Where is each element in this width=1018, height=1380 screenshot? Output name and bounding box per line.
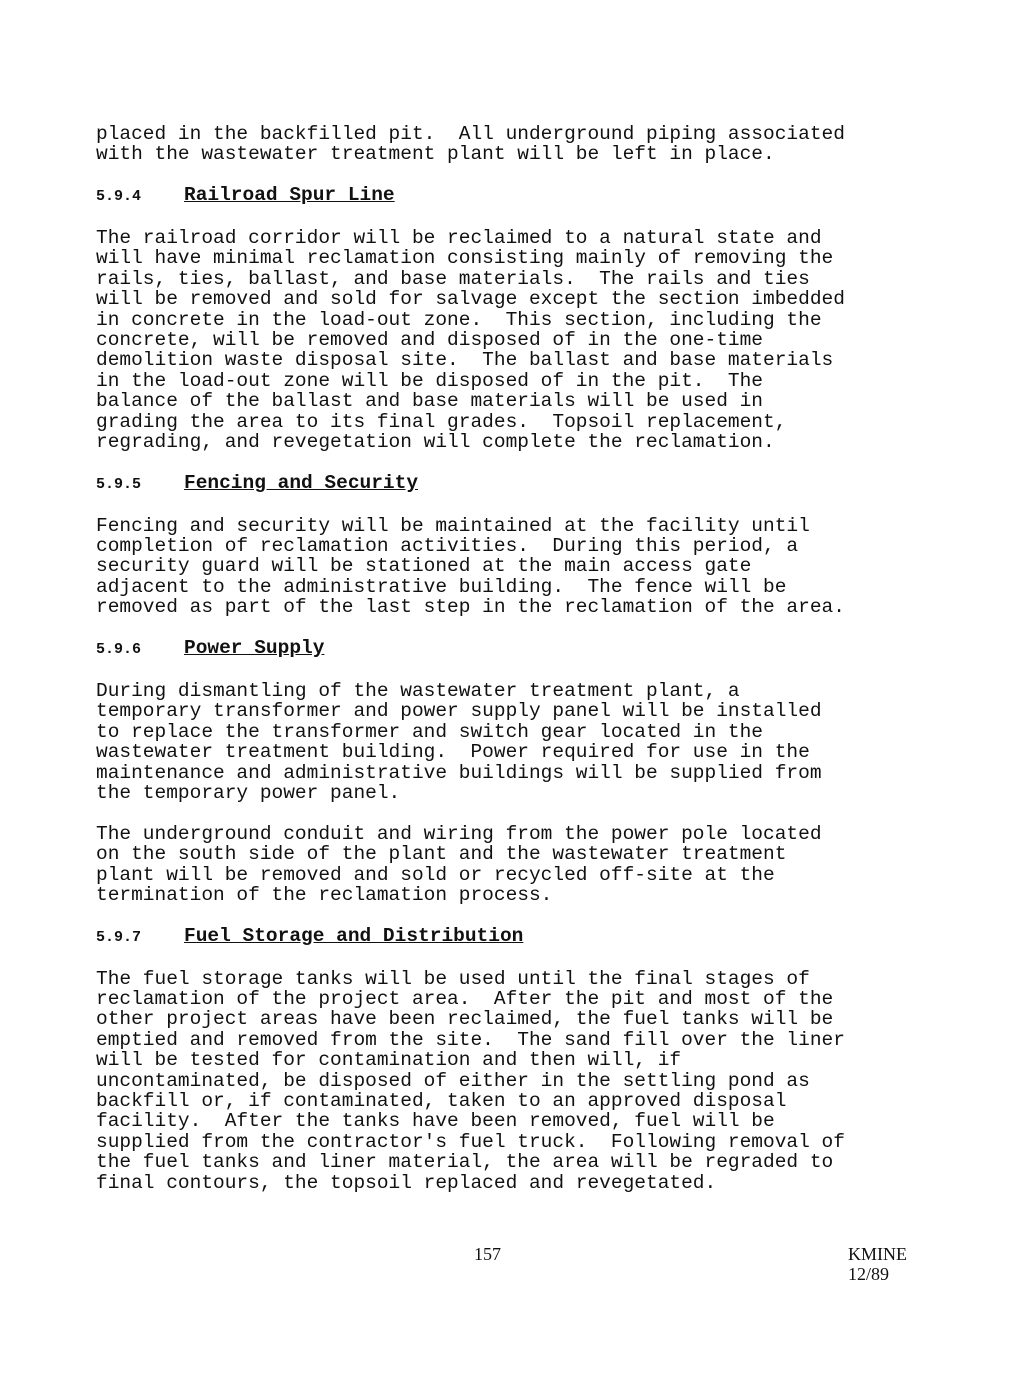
section-number: 5.9.6 [96, 641, 142, 659]
document-body [96, 124, 926, 1213]
section-paragraph: The railroad corridor will be reclaimed to a natural state and will have minimal reclamation consisting mainly of removing the rails, ties, ballast, and base materials. The rails and ties will be removed and sold for salvage except the section imbedded in concrete in the load-out zone. This section, including the concrete, will be removed and disposed of in the one-time demolition waste disposal site. The ballast and base materials in the load-out zone will be disposed of in the pit. The balance of the ballast and base materials will be used in grading the area to its final grades. Topsoil replacement, regrading, and revegetation will complete the reclamation. [96, 227, 845, 454]
document-id-block [848, 1244, 907, 1284]
section-heading [96, 638, 926, 660]
section-title: Fencing and Security [184, 471, 419, 494]
section-paragraph: The fuel storage tanks will be used until the final stages of reclamation of the project area. After the pit and most of the other project areas have been reclaimed, the fuel tanks will be emptied and removed from the site. The sand fill over the liner will be tested for contamination and then will, if uncontaminated, be disposed of either in the settling pond as backfill or, if contaminated, taken to an approved disposal facility. After the tanks have been removed, fuel will be supplied from the contractor's fuel truck. Following removal of the fuel tanks and liner material, the area will be regraded to final contours, the topsoil replaced and revegetated. [96, 967, 845, 1194]
section-paragraph: The underground conduit and wiring from the power pole located on the south side of the plant and the wastewater treatment plant will be removed and sold or recycled off-site at the termination of the reclamation process. [96, 822, 822, 906]
section-5-9-6 [96, 638, 926, 905]
section-number: 5.9.5 [96, 475, 142, 493]
section-title: Power Supply [184, 637, 325, 660]
document-date: 12/89 [848, 1264, 890, 1284]
section-5-9-5 [96, 473, 926, 618]
section-paragraph: During dismantling of the wastewater treatment plant, a temporary transformer and power supply panel will be installed to replace the transformer and switch gear located in the wastewater treatment building. Power required for use in the maintenance and administrative buildings will be supplied from the temporary power panel. [96, 679, 822, 804]
section-heading [96, 926, 926, 948]
section-paragraph: Fencing and security will be maintained at the facility until completion of reclamation activities. During this period, a security guard will be stationed at the main access gate adjacent to the administrative building. The fence will be removed as part of the last step in the reclamation of the area. [96, 514, 845, 619]
page-number: 157 [474, 1244, 501, 1264]
section-heading [96, 185, 926, 207]
section-title: Fuel Storage and Distribution [184, 924, 524, 947]
section-number: 5.9.4 [96, 188, 142, 206]
section-5-9-4 [96, 185, 926, 452]
section-heading [96, 473, 926, 495]
section-5-9-7 [96, 926, 926, 1193]
section-number: 5.9.7 [96, 928, 142, 946]
intro-paragraph: placed in the backfilled pit. All underground piping associated with the wastewater treatment plant will be left in place. [96, 123, 845, 166]
section-title: Railroad Spur Line [184, 184, 395, 207]
document-id: KMINE [848, 1244, 907, 1264]
